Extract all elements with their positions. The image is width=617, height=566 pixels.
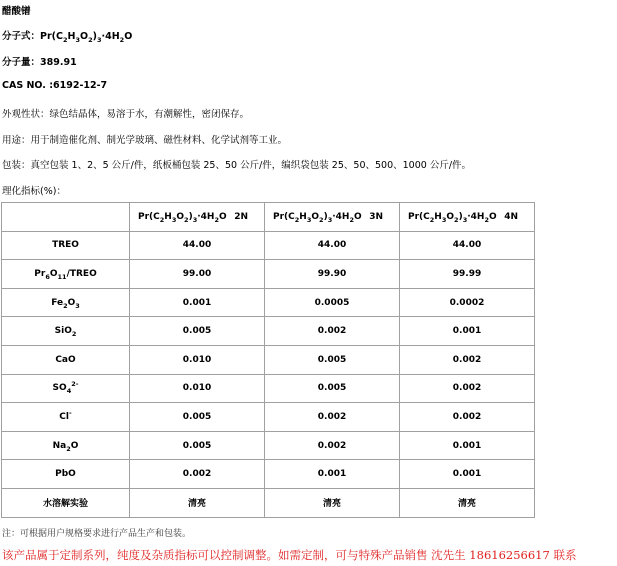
packaging: 包装：真空包装 1、2、5 公斤/件，纸板桶包装 25、50 公斤/件，编织袋包装 25、50、500、1000 公斤/件。 [2,160,472,171]
mw-label: 分子量： [2,57,41,68]
spec-title: 理化指标(%)： [2,186,66,197]
cell: 0.002 [130,460,265,489]
molecular-weight [2,54,77,68]
table-row [2,374,535,403]
header-grade-3n: $Pr(C_2H_3O_2)_3\cdot 4H_2O$ 3N [265,203,400,232]
cell: 44.00 [130,231,265,260]
row-label: 水溶解实验 [2,488,130,517]
cell: 0.010 [130,374,265,403]
table-row [2,460,535,489]
table-row [2,288,535,317]
note: 注：可根据用户规格要求进行产品生产和包装。 [2,529,192,539]
row-label: $Pr_6O_{11}$/TREO [2,260,130,289]
formula-text: $Pr(C_2H_3O_2)_3\cdot 4H_2O$ [40,31,133,44]
cell: 清亮 [400,488,535,517]
formula-line [2,28,132,42]
cell: 0.005 [130,317,265,346]
cell: 清亮 [130,488,265,517]
table-header-row [2,203,535,232]
usage: 用途：用于制造催化剂、制光学玻璃、磁性材料、化学试剂等工业。 [2,135,288,146]
cell: 99.99 [400,260,535,289]
cell: 0.001 [400,317,535,346]
cell: 0.005 [265,374,400,403]
row-label: TREO [2,231,130,260]
cell: 44.00 [400,231,535,260]
cell: 0.002 [265,431,400,460]
appearance: 外观性状：绿色结晶体，易溶于水，有潮解性，密闭保存。 [2,109,250,120]
table-row [2,260,535,289]
cell: 0.001 [400,431,535,460]
cell: 0.005 [130,431,265,460]
spec-table [1,202,535,518]
cell: 清亮 [265,488,400,517]
row-label: PbO [2,460,130,489]
cell: 0.0002 [400,288,535,317]
header-grade-4n: $Pr(C_2H_3O_2)_3\cdot 4H_2O$ 4N [400,203,535,232]
cell: 0.002 [265,403,400,432]
table-row [2,345,535,374]
row-label: $Fe_2O_3$ [2,288,130,317]
promo-contact: 该产品属于定制系列，纯度及杂质指标可以控制调整。如需定制，可与特殊产品销售 沈先生 18616256617 联系 [2,548,577,562]
cell: 0.001 [400,460,535,489]
cell: 0.001 [265,460,400,489]
table-row [2,488,535,517]
cell: 0.002 [400,403,535,432]
header-blank [2,203,130,232]
row-label: $SO_4^{2-}$ [2,374,130,403]
cas-number: CAS NO. :6192-12-7 [2,80,108,91]
table-row [2,431,535,460]
cell: 99.00 [130,260,265,289]
row-label: $Na_2O$ [2,431,130,460]
cell: 0.001 [130,288,265,317]
header-grade-2n: $Pr(C_2H_3O_2)_3\cdot 4H_2O$ 2N [130,203,265,232]
cell: 0.002 [265,317,400,346]
formula-label: 分子式： [2,31,41,42]
row-label: Cl- [2,403,130,432]
cell: 0.010 [130,345,265,374]
cell: 44.00 [265,231,400,260]
table-row [2,317,535,346]
cell: 0.005 [265,345,400,374]
row-label: SiO$_2$ [2,317,130,346]
cell: 0.002 [400,374,535,403]
table-row [2,231,535,260]
table-row [2,403,535,432]
mw-value: 389.91 [40,57,77,68]
cell: 0.002 [400,345,535,374]
row-label: CaO [2,345,130,374]
cell: 0.0005 [265,288,400,317]
cell: 0.005 [130,403,265,432]
cell: 99.90 [265,260,400,289]
product-name: 醋酸镨 [2,6,31,17]
